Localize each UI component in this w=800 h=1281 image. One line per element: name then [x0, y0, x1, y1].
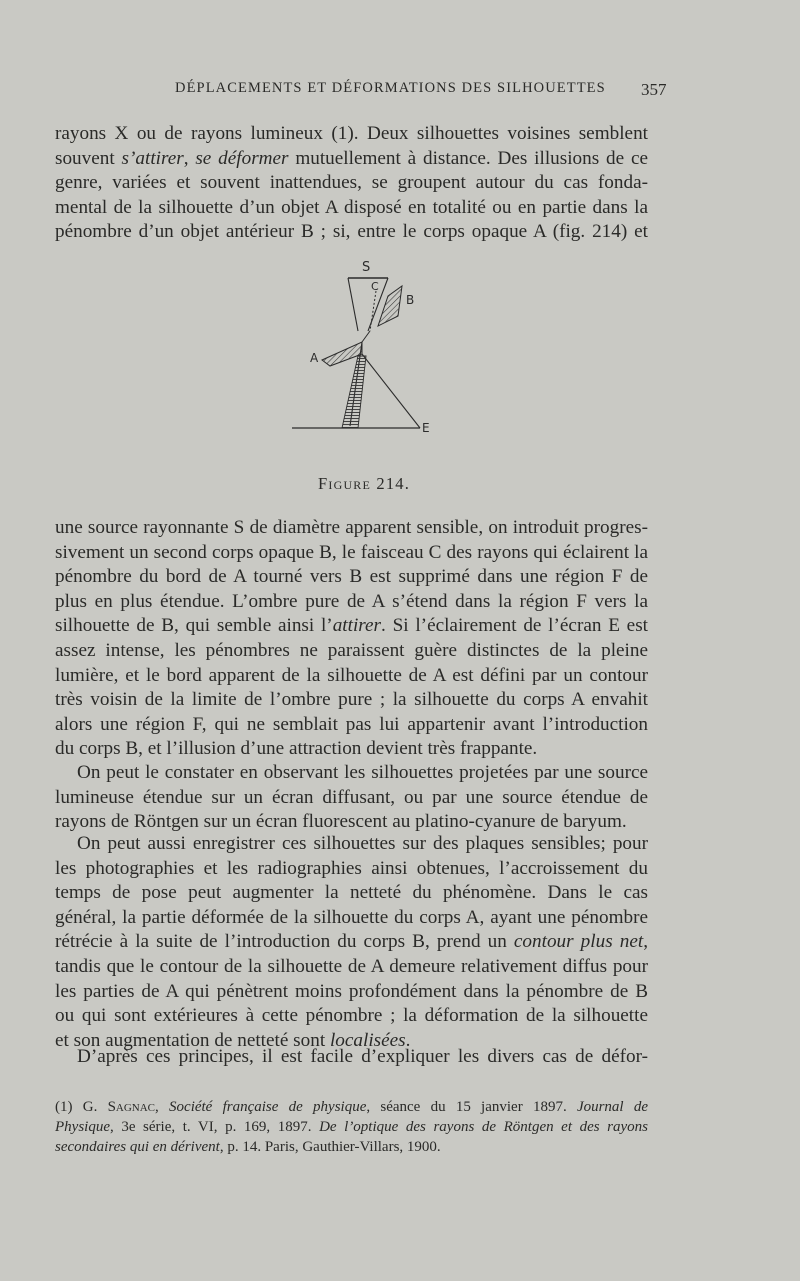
text-line: tandis que le contour de la silhouette de A demeure relativement diffus pour [55, 955, 648, 977]
text-run: (1) G. [55, 1099, 108, 1115]
book-title: secondaires qui en dérivent [55, 1139, 220, 1155]
caption-number: 214. [371, 474, 411, 493]
text-line [55, 930, 648, 955]
emphasis-attirer: s’attirer [121, 147, 184, 169]
text-line: général, la partie déformée de la silhouette du corps A, ayant une pénombre [55, 906, 648, 928]
text-line: mental de la silhouette d’un objet A disposé en totalité ou en partie dans la [55, 196, 648, 218]
text-line: genre, variées et souvent inattendues, se groupent autour du cas fonda- [55, 172, 648, 194]
text-line: rayons X ou de rayons lumineux (1). Deux silhouettes voisines semblent [55, 123, 648, 144]
text-line: D’après ces principes, il est facile d’expliquer les divers cas de défor- [77, 1046, 648, 1067]
text-line: une source rayonnante S de diamètre apparent sensible, on introduit progres- [55, 517, 648, 538]
text-run: , séance du 15 janvier 1897. [366, 1099, 577, 1115]
figure-214-diagram [270, 256, 450, 446]
text-run: . Si l’éclairement de l’écran E est [381, 615, 648, 637]
text-line: plus en plus étendue. L’ombre pure de A s’étend dans la région F vers la [55, 590, 648, 612]
text-line: alors une région F, qui ne semblait pas lui appartenir avant l’introduction [55, 713, 648, 735]
text-line: rayons de Röntgen sur un écran fluorescent au platino-cyanure de baryum. [55, 811, 627, 833]
footnote-line [55, 1117, 648, 1137]
region-f-shape [342, 356, 366, 428]
label-a: A [310, 351, 319, 365]
journal-name: Journal de [576, 1099, 648, 1115]
body-a-shape [322, 342, 362, 366]
text-line: ou qui sont extérieures à cette pénombre ; la déformation de la silhouette [55, 1005, 648, 1027]
text-run: , [155, 1099, 170, 1115]
text-run: . [405, 1029, 411, 1051]
page-number: 357 [641, 80, 667, 99]
emphasis-localisees: localisées [329, 1029, 406, 1051]
emphasis-attirer: attirer [332, 615, 382, 637]
label-e: E [422, 421, 430, 435]
footnote-line [55, 1137, 648, 1157]
text-line: les parties de A qui pénètrent moins profondément dans la pénombre de B [55, 980, 648, 1002]
ray-line [348, 278, 358, 331]
figure-caption [318, 474, 410, 494]
emphasis-deformer: se déformer [195, 147, 289, 169]
ray-line [362, 354, 420, 428]
label-c: C [371, 280, 379, 293]
ray-line [362, 331, 370, 342]
caption-word: Figure [318, 474, 372, 493]
text-run: , 3e série, t. VI, p. 169, 1897. [109, 1119, 320, 1135]
author-name: Sagnac [107, 1099, 156, 1115]
text-line: pénombre d’un objet antérieur B ; si, entre le corps opaque A (fig. 214) et [55, 221, 648, 243]
text-line: On peut aussi enregistrer ces silhouettes sur des plaques sensibles; pour [77, 833, 648, 854]
running-title: DÉPLACEMENTS ET DÉFORMATIONS DES SILHOUETTES [175, 80, 606, 96]
text-line: temps de pose peut augmenter la netteté du phénomène. Dans le cas [55, 882, 648, 904]
text-line [55, 147, 648, 172]
text-line: On peut le constater en observant les silhouettes projetées par une source [77, 762, 648, 783]
text-run: mutuellement à distance. Des illusions de ce [288, 147, 648, 169]
body-b-shape [378, 286, 402, 326]
text-run: , p. 14. Paris, Gauthier-Villars, 1900. [219, 1139, 441, 1155]
text-line: lumière, et le bord apparent de la silhouette de A est défini par un contour [55, 664, 648, 686]
footnote [55, 1097, 648, 1157]
figure-214 [270, 256, 450, 446]
text-run: et son augmentation de netteté sont [55, 1029, 330, 1051]
running-head [0, 80, 800, 104]
text-run: rétrécie à la suite de l’introduction du corps B, prend un [55, 931, 514, 953]
text-line [55, 614, 648, 639]
paragraph-4 [55, 832, 648, 1053]
text-line: très voisin de la limite de l’ombre pure ; la silhouette du corps A envahit [55, 689, 648, 711]
text-line: sivement un second corps opaque B, le faisceau C des rayons qui éclairent la [55, 541, 648, 563]
text-line: du corps B, et l’illusion d’une attraction devient très frappante. [55, 738, 538, 760]
text-run: souvent [55, 147, 122, 169]
journal-name: Physique [55, 1119, 110, 1135]
book-title: De l’optique des rayons de Röntgen et des rayons [319, 1119, 648, 1135]
label-s: S [362, 260, 371, 275]
text-line: les photographies et les radiographies ainsi obtenues, l’accroissement du [55, 857, 648, 879]
text-run: , [183, 147, 196, 169]
paragraph-3 [55, 761, 648, 835]
text-line: assez intense, les pénombres ne paraissent guère distinctes de la pleine [55, 639, 648, 661]
footnote-line [55, 1097, 648, 1117]
paragraph-2 [55, 516, 648, 762]
emphasis-contour: contour plus net [513, 931, 644, 953]
venue-name: Société française de physique [169, 1099, 367, 1115]
text-line: pénombre du bord de A tourné vers B est supprimé dans une région F de [55, 566, 648, 588]
text-line: lumineuse étendue sur un écran diffusant, ou par une source étendue de [55, 786, 648, 808]
paragraph-1 [55, 122, 648, 245]
text-run: silhouette de B, qui semble ainsi l’ [55, 615, 333, 637]
text-run: , [643, 931, 648, 953]
label-b: B [406, 293, 415, 307]
paragraph-5 [55, 1045, 648, 1070]
